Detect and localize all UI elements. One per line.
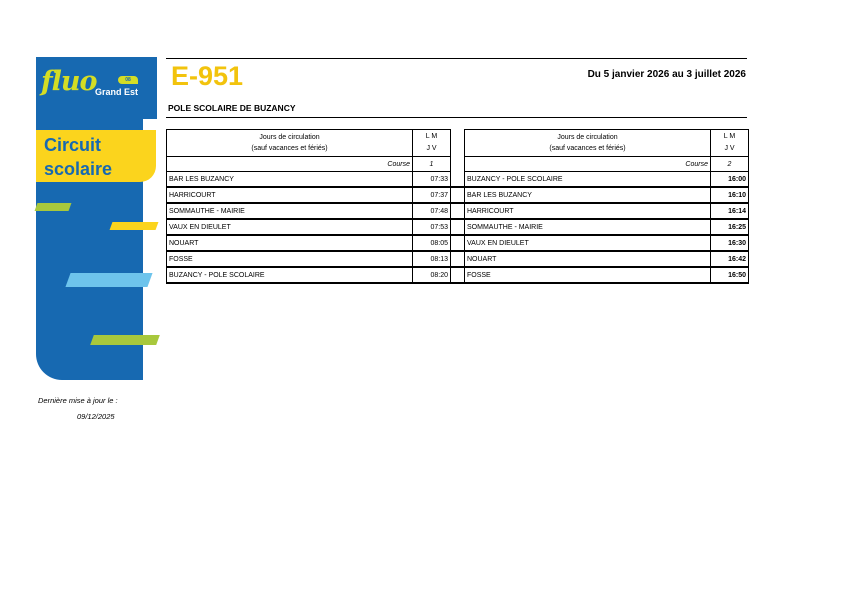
stop-time: 16:14 [711,203,749,219]
days-value [413,130,451,157]
table-row [167,267,466,283]
stop-name: NOUART [465,251,711,267]
days-label-line-2: (sauf vacances et fériés) [549,145,626,152]
days-label [465,130,711,157]
stop-name: VAUX EN DIEULET [465,235,711,251]
stop-time: 16:50 [711,267,749,283]
days-label-line-1: Jours de circulation [557,134,618,141]
decor-stripe-green [35,203,72,211]
table-row [465,235,749,251]
table-gap [451,235,466,251]
stop-time: 08:13 [413,251,451,267]
fluo-logo: fluo [41,66,97,97]
header-divider [166,117,747,118]
stop-time: 07:53 [413,219,451,235]
table-gap [451,172,466,188]
days-label-line-1: Jours de circulation [259,134,320,141]
stop-name: HARRICOURT [167,187,413,203]
stop-name: FOSSE [465,267,711,283]
stop-name: SOMMAUTHE - MAIRIE [465,219,711,235]
school-name: POLE SCOLAIRE DE BUZANCY [168,103,296,113]
stop-name: HARRICOURT [465,203,711,219]
course-label: Course [465,157,711,172]
table-header-row [167,130,466,157]
stop-time: 16:42 [711,251,749,267]
days-label [167,130,413,157]
timetable-return [464,129,749,284]
top-divider [166,58,747,59]
table-row [167,203,466,219]
course-number: 2 [711,157,749,172]
stop-time: 07:48 [413,203,451,219]
stop-name: BAR LES BUZANCY [465,187,711,203]
table-row [167,235,466,251]
table-row [465,251,749,267]
decor-stripe-green-2 [90,335,160,345]
table-gap [451,130,466,157]
logo-region: Grand Est [95,87,139,97]
decor-stripe-lightblue [65,273,152,287]
table-gap [451,219,466,235]
course-number: 1 [413,157,451,172]
stop-time: 16:30 [711,235,749,251]
table-row [465,203,749,219]
stop-name: NOUART [167,235,413,251]
validity-period: Du 5 janvier 2026 au 3 juillet 2026 [587,69,746,80]
circuit-badge-text [44,133,112,181]
days-value-1: L M [425,133,438,140]
days-label-line-2: (sauf vacances et fériés) [251,145,328,152]
days-value [711,130,749,157]
stop-time: 16:25 [711,219,749,235]
table-gap [451,251,466,267]
table-gap [451,267,466,283]
table-gap [451,187,466,203]
update-date: 09/12/2025 [77,412,115,421]
update-label: Dernière mise à jour le : [38,396,118,405]
course-row [167,157,466,172]
stop-name: BUZANCY - POLE SCOLAIRE [465,172,711,188]
badge-line-2: scolaire [44,159,113,179]
days-value-2: J V [724,145,735,152]
decor-stripe-yellow [110,222,159,230]
line-code: E-951 [171,61,244,91]
table-row [167,187,466,203]
stop-name: FOSSE [167,251,413,267]
stop-name: VAUX EN DIEULET [167,219,413,235]
table-gap [451,203,466,219]
table-row [465,219,749,235]
stop-time: 07:37 [413,187,451,203]
course-row [465,157,749,172]
stop-time: 08:05 [413,235,451,251]
stop-name: BAR LES BUZANCY [167,172,413,188]
stop-name: BUZANCY - POLE SCOLAIRE [167,267,413,283]
stop-time: 16:10 [711,187,749,203]
stop-time: 16:00 [711,172,749,188]
table-header-row [465,130,749,157]
table-row [465,187,749,203]
days-value-1: L M [723,133,736,140]
timetable-outbound [166,129,465,284]
logo-tag: 08 [118,76,138,84]
stop-name: SOMMAUTHE - MAIRIE [167,203,413,219]
table-row [465,267,749,283]
table-row [167,251,466,267]
table-row [465,172,749,188]
course-label: Course [167,157,413,172]
stop-time: 08:20 [413,267,451,283]
table-row [167,172,466,188]
table-gap [451,157,466,172]
days-value-2: J V [426,145,437,152]
table-row [167,219,466,235]
stop-time: 07:33 [413,172,451,188]
badge-line-1: Circuit [44,135,102,155]
